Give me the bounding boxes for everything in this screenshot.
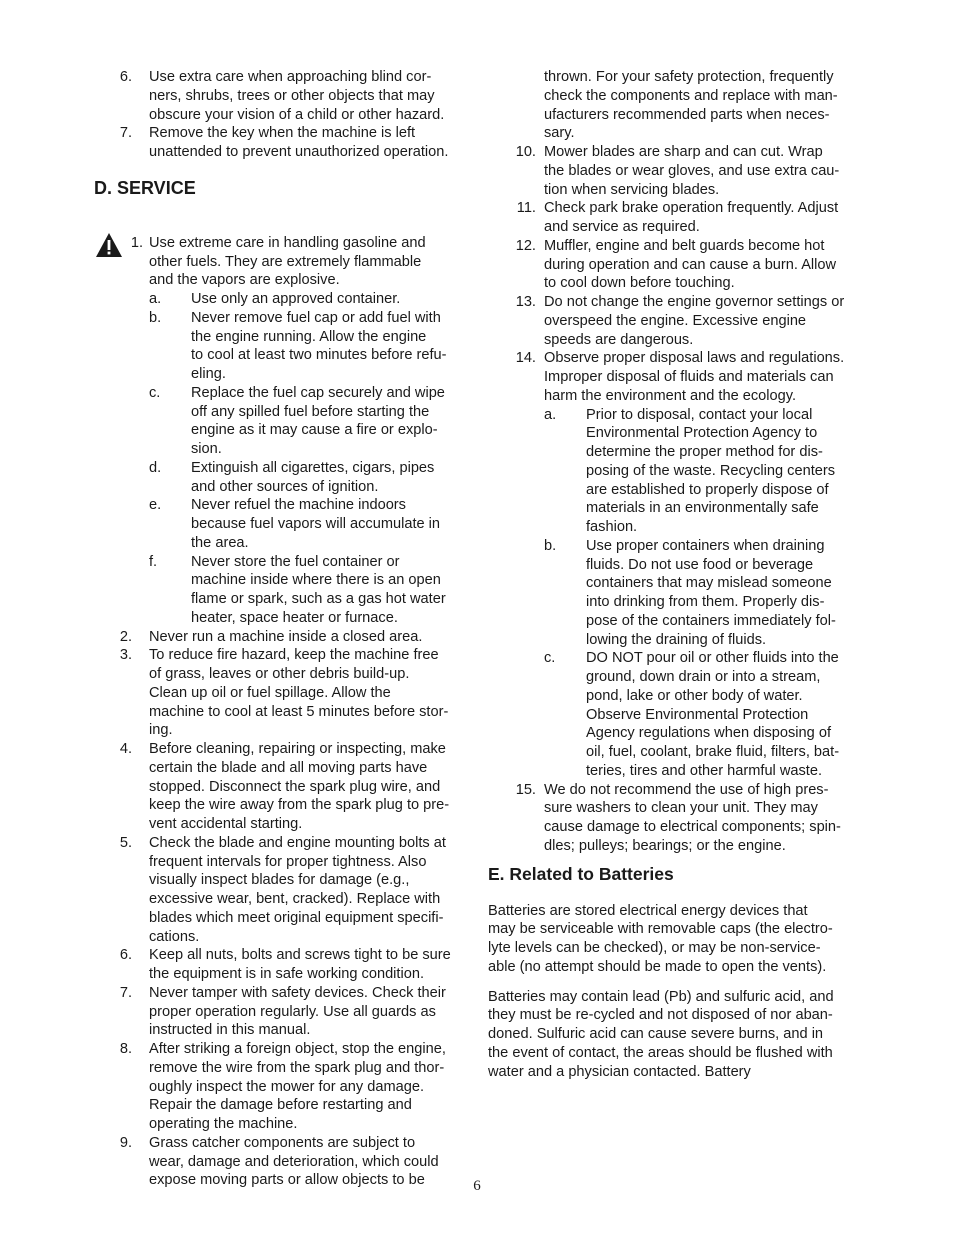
sub-item-letter: b. bbox=[544, 537, 557, 554]
sub-list-item bbox=[94, 496, 466, 552]
sub-item-text: Never refuel the machine indoors because fuel vapors will accumulate in the area. bbox=[191, 497, 441, 551]
sub-list-item bbox=[488, 537, 860, 650]
item-number: 11. bbox=[516, 200, 536, 217]
list-item bbox=[488, 199, 860, 237]
item-number: 4. bbox=[119, 741, 132, 757]
item-text: To reduce fire hazard, keep the machine free of grass, leaves or other debris build-up. Clean up oil or fuel spillage. Allow the machine to cool at least 5 minutes before stor- ing. bbox=[149, 647, 449, 739]
item-number: 6. bbox=[119, 947, 132, 964]
item-number: 10. bbox=[515, 144, 536, 160]
item-number: 7. bbox=[119, 125, 132, 142]
section-heading-service: D. SERVICE bbox=[94, 178, 196, 198]
sub-list-item bbox=[94, 290, 466, 309]
sub-item-text: Never remove fuel cap or add fuel with the engine running. Allow the engine to cool at least two minutes before refu- eling. bbox=[191, 309, 447, 382]
sub-item-text: Extinguish all cigarettes, cigars, pipes and other sources of ignition. bbox=[191, 459, 435, 495]
item-text: Never tamper with safety devices. Check their proper operation regularly. Use all guards as instructed in this manual. bbox=[149, 984, 446, 1039]
sub-list-item bbox=[94, 553, 466, 628]
sub-item-letter: f. bbox=[149, 553, 158, 570]
item-text: Grass catcher components are subject to wear, damage and deterioration, which could expose moving parts or allow objects to be bbox=[149, 1134, 439, 1189]
list-item bbox=[488, 143, 860, 199]
item-text: Do not change the engine governor settings or overspeed the engine. Excessive engine speeds are dangerous. bbox=[544, 294, 845, 348]
sub-item-text: DO NOT pour oil or other fluids into the ground, down drain or into a stream, pond, lake or other body of water. Observe Environmental Protection Agency regulations when disposing of oil, fuel, coolant, brake fluid, filters, bat- teries, tires and other harmful waste. bbox=[586, 650, 840, 779]
list-item bbox=[488, 293, 860, 349]
list-item bbox=[94, 1040, 466, 1134]
item-number: 7. bbox=[119, 984, 132, 1001]
page-number: 6 bbox=[473, 1178, 481, 1194]
sub-item-letter: a. bbox=[544, 406, 557, 423]
item-number: 14. bbox=[515, 350, 536, 367]
list-item bbox=[94, 740, 466, 834]
item-text: Check the blade and engine mounting bolts at frequent intervals for proper tightness. Also visually inspect blades for damage (e.g., excessive wear, bent, cracked). Replace with blades which meet original equipment specifi- cations. bbox=[149, 834, 446, 945]
item-number: 1. bbox=[130, 234, 143, 251]
item-number: 9. bbox=[119, 1134, 132, 1151]
sub-item-letter: c. bbox=[149, 384, 161, 401]
list-item bbox=[94, 834, 466, 947]
item-number: 12. bbox=[515, 237, 536, 254]
list-item bbox=[94, 946, 466, 984]
batteries-paragraph: Batteries may contain lead (Pb) and sulfuric acid, and they must be re-cycled and not disposed of nor aban- doned. Sulfuric acid can cause severe burns, and in the event of contact, the areas should be flushed with water and a physician contacted. Battery bbox=[488, 988, 834, 1080]
item-number: 3. bbox=[119, 647, 132, 664]
sub-list-item bbox=[94, 384, 466, 459]
sub-list-item bbox=[488, 406, 860, 537]
section-heading-batteries: E. Related to Batteries bbox=[488, 864, 674, 884]
item-number: 6. bbox=[119, 69, 132, 85]
item-number: 8. bbox=[119, 1041, 132, 1057]
item-number bbox=[488, 68, 536, 143]
sub-item-letter: e. bbox=[149, 497, 162, 514]
sub-item-text: Prior to disposal, contact your local Environmental Protection Agency to determine the proper method for dis- posing of the waste. Recycling centers are established to properly dispose of materials in an environmentally safe fashion. bbox=[586, 406, 836, 535]
sub-item-letter: b. bbox=[149, 309, 162, 326]
item-text: Keep all nuts, bolts and screws tight to be sure the equipment is in safe working condition. bbox=[149, 947, 451, 982]
sub-item-text: Replace the fuel cap securely and wipe off any spilled fuel before starting the engine as it may cause a fire or explo- sion. bbox=[191, 384, 445, 457]
item-text: Observe proper disposal laws and regulations. Improper disposal of fluids and materials can harm the environment and the ecology. bbox=[544, 350, 845, 404]
sub-item-letter: a. bbox=[149, 291, 162, 307]
list-item bbox=[94, 124, 466, 162]
batteries-paragraph: Batteries are stored electrical energy devices that may be serviceable with removable caps (the electro- lyte levels can be checked), or may be non-service- able (no attempt should be made to open the vents). bbox=[488, 902, 833, 975]
item-text: Before cleaning, repairing or inspecting, make certain the blade and all moving parts have stopped. Disconnect the spark plug wire, and keep the wire away from the spark plug to pre- vent accidental starting. bbox=[149, 741, 450, 832]
list-item bbox=[488, 68, 860, 143]
sub-list-item bbox=[94, 309, 466, 384]
item-text: After striking a foreign object, stop the engine, remove the wire from the spark plug and thor- oughly inspect the mower for any damage. Repair the damage before restarting and operating the machine. bbox=[149, 1041, 446, 1132]
item-text: Use extra care when approaching blind cor- ners, shrubs, trees or other objects that may obscure your vision of a child or other hazard. bbox=[149, 69, 445, 123]
item-number: 2. bbox=[119, 628, 132, 645]
sub-list-item bbox=[488, 649, 860, 780]
item-number: 13. bbox=[515, 294, 536, 310]
list-item bbox=[488, 237, 860, 293]
list-item bbox=[488, 349, 860, 405]
list-item bbox=[94, 646, 466, 740]
item-number: 5. bbox=[119, 834, 132, 851]
list-item bbox=[94, 984, 466, 1040]
list-item bbox=[488, 781, 860, 856]
sub-item-text: Use only an approved container. bbox=[191, 291, 401, 307]
left-column bbox=[94, 68, 466, 1190]
right-column bbox=[488, 68, 860, 1081]
list-item bbox=[94, 234, 466, 290]
item-text: thrown. For your safety protection, frequently check the components and replace with man- ufacturers recommended parts when neces- sary. bbox=[544, 69, 838, 142]
list-item bbox=[94, 68, 466, 124]
sub-item-text: Never store the fuel container or machine inside where there is an open flame or spark, such as a gas hot water heater, space heater or furnace. bbox=[191, 553, 446, 626]
item-text: Muffler, engine and belt guards become hot during operation and can cause a burn. Allow to cool down before touching. bbox=[544, 237, 837, 292]
item-text: Use extreme care in handling gasoline and other fuels. They are extremely flammable and the vapors are explosive. bbox=[149, 234, 426, 289]
warning-triangle-icon bbox=[95, 232, 123, 258]
item-number: 15. bbox=[515, 781, 536, 798]
item-text: We do not recommend the use of high pres- sure washers to clean your unit. They may cause damage to electrical components; spin- dles; pulleys; bearings; or the engine. bbox=[544, 781, 841, 854]
item-text: Never run a machine inside a closed area. bbox=[149, 628, 423, 645]
sub-item-letter: c. bbox=[544, 650, 556, 667]
sub-item-text: Use proper containers when draining fluids. Do not use food or beverage containers that may mislead someone into drinking from them. Properly dis- pose of the containers immediately fol- lowing the draining of fluids. bbox=[586, 537, 836, 648]
item-text: Check park brake operation frequently. Adjust and service as required. bbox=[544, 200, 839, 235]
sub-list-item bbox=[94, 459, 466, 497]
item-text: Remove the key when the machine is left unattended to prevent unauthorized operation. bbox=[149, 125, 449, 160]
list-item bbox=[94, 628, 466, 647]
sub-item-letter: d. bbox=[149, 459, 162, 476]
item-text: Mower blades are sharp and can cut. Wrap the blades or wear gloves, and use extra cau- tion when servicing blades. bbox=[544, 144, 840, 198]
